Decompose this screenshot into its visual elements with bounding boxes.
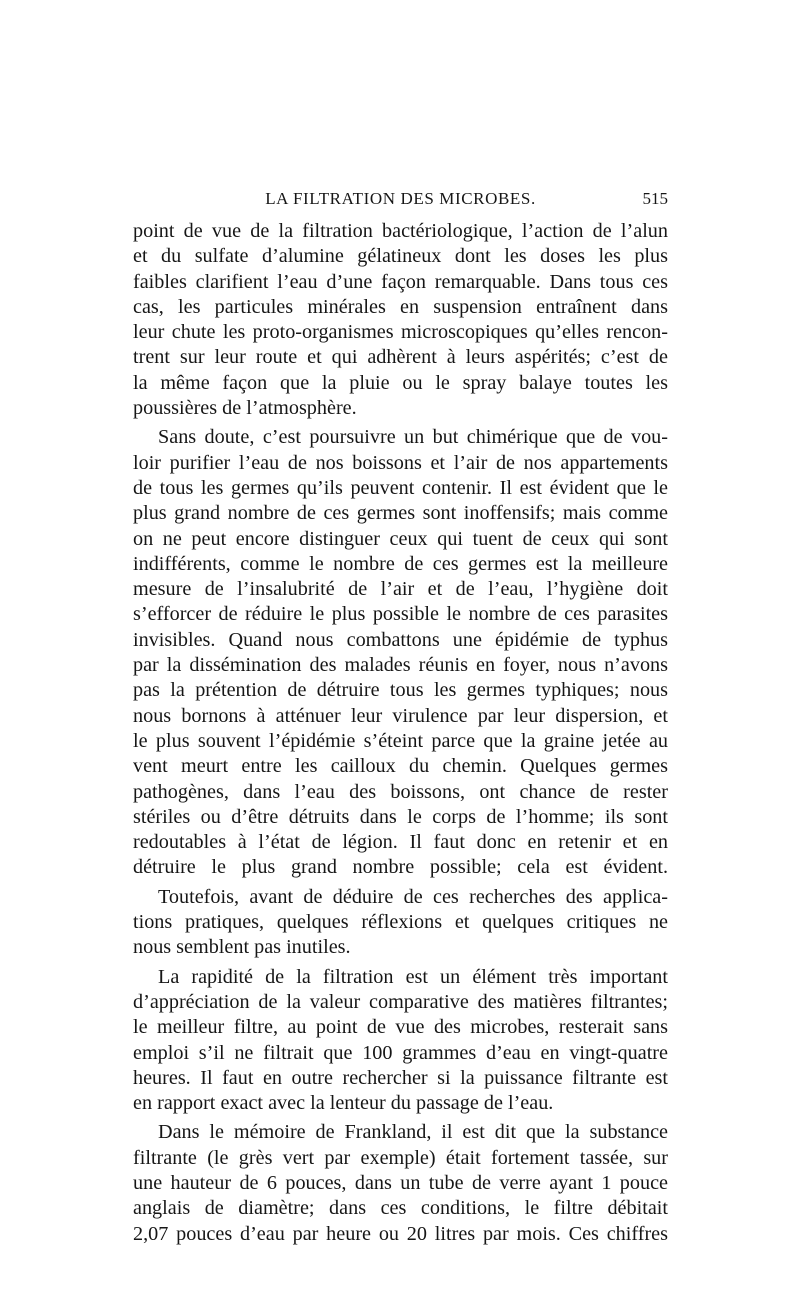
page-number: 515	[642, 189, 668, 208]
text-line: leur chute les proto-organismes microscopiques qu’elles rencon-	[133, 321, 668, 344]
text-line: Dans le mémoire de Frankland, il est dit que la substance	[158, 1121, 668, 1144]
paragraph-5	[133, 1120, 668, 1246]
text-line: heures. Il faut en outre rechercher si la puissance filtrante est	[133, 1066, 668, 1089]
text-line: nous semblent pas inutiles.	[133, 936, 351, 959]
text-line: emploi s’il ne filtrait que 100 grammes d’eau en vingt-quatre	[133, 1041, 668, 1064]
running-title: LA FILTRATION DES MICROBES.	[265, 189, 536, 208]
text-line: nous bornons à atténuer leur virulence par leur dispersion, et	[133, 704, 668, 727]
paragraph-4	[133, 965, 668, 1117]
text-line: par la dissémination des malades réunis en foyer, nous n’avons	[133, 654, 668, 677]
text-line: invisibles. Quand nous combattons une épidémie de typhus	[133, 628, 668, 651]
text-line: Toutefois, avant de déduire de ces recherches des applica-	[158, 885, 668, 908]
text-line: détruire le plus grand nombre possible; cela est évident.	[133, 856, 668, 879]
text-line: redoutables à l’état de légion. Il faut donc en retenir et en	[133, 831, 668, 854]
text-line: 2,07 pouces d’eau par heure ou 20 litres par mois. Ces chiffres	[133, 1222, 668, 1245]
text-line: pas la prétention de détruire tous les germes typhiques; nous	[133, 679, 668, 702]
body-text	[133, 219, 668, 1247]
text-line: faibles clarifient l’eau d’une façon remarquable. Dans tous ces	[133, 270, 668, 293]
text-line: une hauteur de 6 pouces, dans un tube de verre ayant 1 pouce	[133, 1171, 668, 1194]
text-line: on ne peut encore distinguer ceux qui tuent de ceux qui sont	[133, 527, 668, 550]
running-head	[133, 186, 668, 210]
text-line: tions pratiques, quelques réflexions et quelques critiques ne	[133, 911, 668, 934]
text-line: et du sulfate d’alumine gélatineux dont les doses les plus	[133, 245, 668, 268]
text-line: le plus souvent l’épidémie s’éteint parce que la graine jetée au	[133, 729, 668, 752]
text-line: d’appréciation de la valeur comparative des matières filtrantes;	[133, 990, 668, 1013]
text-line: cas, les particules minérales en suspension entraînent dans	[133, 295, 668, 318]
text-line: s’efforcer de réduire le plus possible le nombre de ces parasites	[133, 603, 668, 626]
text-line: plus grand nombre de ces germes sont inoffensifs; mais comme	[133, 502, 668, 525]
text-line: poussières de l’atmosphère.	[133, 397, 357, 420]
text-line: loir purifier l’eau de nos boissons et l’air de nos appartements	[133, 451, 668, 474]
text-line: vent meurt entre les cailloux du chemin. Quelques germes	[133, 755, 668, 778]
paragraph-2	[133, 425, 668, 880]
text-line: pathogènes, dans l’eau des boissons, ont chance de rester	[133, 780, 668, 803]
text-line: point de vue de la filtration bactériologique, l’action de l’alun	[133, 220, 668, 242]
text-line: Sans doute, c’est poursuivre un but chimérique que de vou-	[158, 426, 668, 449]
text-line: le meilleur filtre, au point de vue des microbes, resterait sans	[133, 1016, 668, 1039]
text-line: trent sur leur route et qui adhèrent à leurs aspérités; c’est de	[133, 346, 668, 369]
paragraph-3	[133, 885, 668, 961]
text-line: mesure de l’insalubrité de l’air et de l’eau, l’hygiène doit	[133, 578, 668, 601]
text-line: anglais de diamètre; dans ces conditions, le filtre débitait	[133, 1197, 668, 1220]
text-line: en rapport exact avec la lenteur du passage de l’eau.	[133, 1092, 554, 1115]
text-line: de tous les germes qu’ils peuvent contenir. Il est évident que le	[133, 476, 668, 499]
text-line: indifférents, comme le nombre de ces germes est la meilleure	[133, 552, 668, 575]
text-line: La rapidité de la filtration est un élément très important	[158, 965, 668, 988]
text-line: la même façon que la pluie ou le spray balaye toutes les	[133, 371, 668, 394]
text-line: stériles ou d’être détruits dans le corps de l’homme; ils sont	[133, 805, 668, 828]
text-line: filtrante (le grès vert par exemple) était fortement tassée, sur	[133, 1146, 668, 1169]
paragraph-1	[133, 219, 668, 421]
